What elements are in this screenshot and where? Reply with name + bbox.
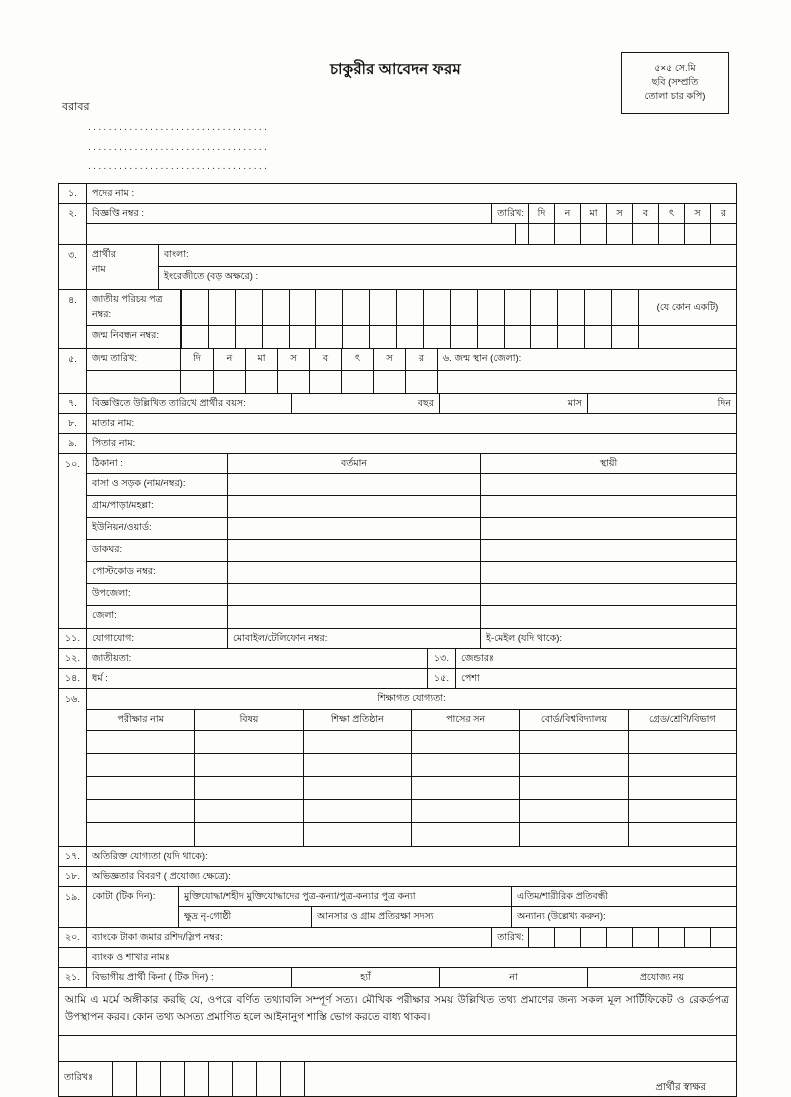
birth-registration-boxes[interactable] [181,326,638,348]
photo-placeholder-box [621,52,729,114]
quota-option-others[interactable]: অন্যান্য (উল্লেখ্য করুন): [517,911,606,922]
nid-box[interactable] [342,290,369,325]
circular-date-label: তারিখ: [497,208,524,219]
nid-box[interactable] [477,290,504,325]
age-years-field[interactable]: বছর [292,394,440,413]
circular-number-field[interactable]: বিজ্ঞপ্তি নম্বর : [92,208,145,219]
row-additional-qualification [59,847,736,867]
birth-date-input-0[interactable] [181,371,213,393]
birth-date-letter-7: র [405,349,437,370]
address-present-input[interactable] [228,606,481,628]
education-header-row [87,710,736,731]
row-nationality-gender [59,649,736,669]
date-letter-6: স [684,204,710,223]
departmental-na-option[interactable]: প্রযোজ্য নয় [639,972,685,983]
nid-box[interactable] [530,290,557,325]
birth-date-label: জন্ম তারিখ: [87,349,181,370]
row-address [59,454,736,629]
bank-date-box[interactable] [580,928,606,947]
row-number: ১৩. [428,649,456,668]
footer-date-box[interactable] [257,1062,281,1096]
education-cell[interactable] [194,777,302,799]
birth-date-letter-1: ন [213,349,245,370]
date-input-3[interactable] [606,224,632,244]
addressee-label: বরাবর [62,101,90,113]
nid-box[interactable] [584,290,611,325]
address-permanent-input[interactable] [481,496,736,517]
birth-reg-box[interactable] [504,326,531,348]
spacer-cell [59,1036,736,1061]
address-sub-label: উপজেলা: [87,584,228,605]
nid-label [87,290,181,325]
row-number: ১৪. [59,669,87,688]
date-input-4[interactable] [632,224,658,244]
birth-reg-box[interactable] [289,326,316,348]
footer-date-box[interactable] [161,1062,185,1096]
nid-box[interactable] [181,290,208,325]
departmental-yes-option[interactable]: হ্যাঁ [292,968,440,987]
bank-receipt-field[interactable]: ব্যাংকে টাকা জমার রশিদ/স্লিপ নম্বর: [87,928,492,947]
circular-date-blank-label [516,224,528,244]
birth-date-input-5[interactable] [341,371,373,393]
row-number: ৩. [59,245,87,289]
row-number: ২. [59,204,87,244]
address-sub-label: বাসা ও সড়ক (নাম/নম্বর): [87,474,228,495]
circular-number-spacer [87,224,515,244]
address-present-header: বর্তমান [228,454,481,473]
education-col-board: বোর্ড/বিশ্ববিদ্যালয় [519,710,627,730]
education-cell[interactable] [87,731,194,753]
birth-date-letter-2: মা [245,349,277,370]
date-letter-3: স [606,204,632,223]
nid-box[interactable] [315,290,342,325]
nid-box[interactable] [369,290,396,325]
row-nid-birth-registration [59,290,736,349]
age-label: বিজ্ঞপ্তিতে উল্লিখিত তারিখে প্রার্থীর বয়স: [87,394,292,413]
education-data-row[interactable] [87,777,736,800]
education-cell[interactable] [519,823,627,846]
bank-date-box[interactable] [606,928,632,947]
row-contact [59,629,736,649]
address-permanent-input[interactable] [481,474,736,495]
education-cell[interactable] [519,800,627,822]
date-input-1[interactable] [554,224,580,244]
address-sub-label: ডাকঘর: [87,540,228,561]
education-cell[interactable] [87,777,194,799]
address-block [87,454,736,628]
address-permanent-input[interactable] [481,584,736,605]
row-number: ১৬. [59,689,87,846]
education-cell[interactable] [519,754,627,776]
row-number: ২০. [59,928,87,947]
row-birth-date-place [59,349,736,394]
address-permanent-header: স্থায়ী [599,458,618,469]
row-number: ৭. [59,394,87,413]
footer-date-box[interactable] [281,1062,305,1096]
education-table [87,689,736,846]
footer-date-box[interactable] [233,1062,257,1096]
education-cell[interactable] [303,800,411,822]
birth-place-input[interactable] [437,371,736,393]
quota-option-orphan-disabled[interactable]: এতিম/শারীরিক প্রতিবন্ধী [517,891,609,902]
row-number: ৫. [59,349,87,393]
footer-date-block [59,1062,305,1096]
row-number: ১০. [59,454,87,628]
nid-label-line1: জাতীয় পরিচয় পত্র [92,294,163,305]
education-cell[interactable] [303,731,411,753]
row-circular-number [59,204,736,245]
footer-date-box[interactable] [185,1062,209,1096]
date-letter-4: ব [632,204,658,223]
nid-choice-note: (যে কোন একটি) [638,290,736,325]
education-data-row[interactable] [87,800,736,823]
row-spacer [59,1036,736,1062]
address-present-input[interactable] [228,562,481,583]
nid-box[interactable] [235,290,262,325]
birth-reg-box[interactable] [208,326,235,348]
education-cell[interactable] [194,754,302,776]
education-title: শিক্ষাগত যোগ্যতা: [87,689,736,710]
address-permanent-input[interactable] [481,606,736,628]
education-col-exam-name: পরীক্ষার নাম [117,714,164,725]
date-letter-1: ন [554,204,580,223]
birth-reg-box[interactable] [369,326,396,348]
address-present-input[interactable] [228,518,481,539]
gender-field[interactable]: জেন্ডারঃ [461,653,494,664]
quota-option-ansar-vdp[interactable]: আনসার ও গ্রাম প্রতিরক্ষা সদস্য [312,907,512,927]
nid-box[interactable] [289,290,316,325]
education-cell[interactable] [303,777,411,799]
bank-date-box[interactable] [684,928,710,947]
education-data-row[interactable] [87,731,736,754]
education-cell[interactable] [628,754,736,776]
birth-date-letters [181,349,437,370]
birth-reg-box[interactable] [450,326,477,348]
footer-date-box[interactable] [209,1062,233,1096]
row-number: ৮. [59,414,87,433]
education-cell[interactable] [411,777,519,799]
birth-reg-box[interactable] [262,326,289,348]
circular-date-input[interactable] [515,224,736,244]
departmental-no-option[interactable]: না [440,968,588,987]
birth-date-inputs[interactable] [181,371,437,393]
photo-line-1: ৫×৫ সে.মি [654,63,696,75]
contact-label: যোগাযোগ: [87,629,228,648]
row-quota [59,887,736,928]
education-cell[interactable] [87,800,194,822]
education-cell[interactable] [519,731,627,753]
education-cell[interactable] [628,800,736,822]
date-letter-2: মা [580,204,606,223]
applicant-name-english-field[interactable]: ইংরেজীতে (বড় অক্ষরে) : [164,271,259,282]
education-data-row[interactable] [87,823,736,846]
date-letter-5: ৎ [658,204,684,223]
birth-reg-box[interactable] [557,326,584,348]
birth-reg-box[interactable] [235,326,262,348]
address-sub-label: পোস্টকোড নম্বর: [87,562,228,583]
row-father-name [59,434,736,454]
birth-date-input-4[interactable] [309,371,341,393]
applicant-signature-label: প্রার্থীর স্বাক্ষর [655,1081,706,1093]
bank-date-box[interactable] [554,928,580,947]
email-field[interactable]: ই-মেইল (যদি থাকে): [486,633,563,644]
age-months-field[interactable]: মাস [440,394,588,413]
nid-number-boxes[interactable] [181,290,638,325]
mother-name-field[interactable]: মাতার নাম: [92,418,135,429]
nid-box[interactable] [504,290,531,325]
additional-qualification-field[interactable]: অতিরিক্ত যোগ্যতা (যদি থাকে): [92,851,208,862]
row-declaration [59,988,736,1036]
birth-date-letter-3: স [277,349,309,370]
row-mother-name [59,414,736,434]
nid-box[interactable] [611,290,638,325]
birth-reg-box[interactable] [342,326,369,348]
applicant-name-bangla-field[interactable]: বাংলা: [164,249,189,260]
birth-date-input-6[interactable] [373,371,405,393]
addressee-line-3[interactable]: ................................... [88,161,270,172]
birth-registration-label: জন্ম নিবন্ধন নম্বর: [87,326,181,348]
birth-reg-box[interactable] [611,326,638,348]
row-bank-receipt [59,928,736,948]
date-letter-0: দি [528,204,554,223]
row-number: ১৯. [59,887,87,927]
bank-date-box[interactable] [528,928,554,947]
birth-date-input-label [87,371,181,393]
footer-date-label: তারিখঃ [59,1062,113,1096]
row-experience [59,867,736,887]
birth-reg-box[interactable] [584,326,611,348]
date-input-0[interactable] [528,224,554,244]
occupation-field[interactable]: পেশা [461,673,480,684]
row-number: ১৫. [428,669,456,688]
father-name-field[interactable]: পিতার নাম: [92,438,136,449]
education-cell[interactable] [628,777,736,799]
education-cell[interactable] [411,823,519,846]
photo-line-2: ছবি (সম্প্রতি [651,77,699,89]
bank-date-box[interactable] [710,928,736,947]
applicant-name-label-line1: প্রার্থীর [92,249,116,260]
addressee-line-2[interactable]: ................................... [88,141,270,153]
education-col-subject: বিষয় [194,710,302,730]
education-col-pass-year: পাসের সন [411,710,519,730]
education-col-grade: গ্রেড/শ্রেণি/বিভাগ [628,710,736,730]
address-sub-label: গ্রাম/পাড়া/মহল্লা: [87,496,228,517]
date-letter-7: র [710,204,736,223]
birth-reg-note-spacer [638,326,736,348]
bank-date-box[interactable] [658,928,684,947]
date-input-6[interactable] [684,224,710,244]
education-cell[interactable] [87,754,194,776]
quota-option-freedom-fighter[interactable]: মুক্তিযোদ্ধা/শহীদ মুক্তিযোদ্ধাদের পুত্র-কন্যা/পুত্র-কন্যার পুত্র কন্যা [179,887,512,906]
birth-reg-box[interactable] [477,326,504,348]
footer-date-box[interactable] [113,1062,137,1096]
religion-field[interactable]: ধর্ম : [87,669,428,688]
bank-receipt-date-label: তারিখ: [497,932,524,943]
birth-date-input-7[interactable] [405,371,437,393]
bank-branch-field[interactable]: ব্যাংক ও শাখার নামঃ [92,952,170,963]
addressee-line-1[interactable]: ................................... [88,122,270,133]
bank-date-box[interactable] [632,928,658,947]
education-cell[interactable] [303,754,411,776]
education-cell[interactable] [411,731,519,753]
nid-box[interactable] [450,290,477,325]
row-number: ৪. [59,290,87,348]
birth-date-input-3[interactable] [277,371,309,393]
address-present-input[interactable] [228,584,481,605]
birth-reg-box[interactable] [181,326,208,348]
education-col-institution: শিক্ষা প্রতিষ্ঠান [303,710,411,730]
date-input-2[interactable] [580,224,606,244]
row-applicant-age [59,394,736,414]
education-cell[interactable] [194,800,302,822]
footer-date-box[interactable] [137,1062,161,1096]
nid-box[interactable] [557,290,584,325]
date-input-5[interactable] [658,224,684,244]
address-sub-label: জেলা: [87,606,228,628]
education-cell[interactable] [628,823,736,846]
row-post-name [59,184,736,204]
address-permanent-input[interactable] [481,540,736,561]
address-present-input[interactable] [228,474,481,495]
departmental-label: বিভাগীয় প্রার্থী কিনা ( টিক দিন) : [87,968,292,987]
birth-date-letter-5: ৎ [341,349,373,370]
birth-date-input-1[interactable] [213,371,245,393]
row-number: ১১. [59,629,87,648]
birth-place-number: ৬. [443,353,452,364]
row-signature [59,1062,736,1097]
nid-box[interactable] [208,290,235,325]
page-title: চাকুরীর আবেদন ফরম [330,61,461,78]
row-number: ১৮. [59,867,87,886]
education-data-row[interactable] [87,754,736,777]
address-sub-label: ইউনিয়ন/ওয়ার্ড: [87,518,228,539]
education-cell[interactable] [194,823,302,846]
nid-box[interactable] [262,290,289,325]
row-number-blank [59,948,87,967]
quota-label: কোটা (টিক দিন): [87,887,179,927]
birth-reg-box[interactable] [315,326,342,348]
quota-option-ethnic-minority[interactable]: ক্ষুদ্র নৃ-গোষ্ঠী [179,907,312,927]
row-number: ১৭. [59,847,87,866]
circular-date-header [491,204,736,223]
form-header [0,0,791,182]
mobile-phone-field[interactable]: মোবাইল/টেলিফোন নম্বর: [228,629,481,648]
experience-field[interactable]: অভিজ্ঞতার বিবরণ ( প্রযোজ্য ক্ষেত্রে): [92,871,231,882]
applicant-name-label-line2: নাম [92,264,106,275]
address-label: ঠিকানা : [87,454,228,473]
birth-place-label: জন্ম স্থান (জেলা): [454,353,522,364]
applicant-name-label [87,245,159,289]
education-cell[interactable] [87,823,194,846]
address-present-input[interactable] [228,540,481,561]
education-cell[interactable] [411,800,519,822]
addressee-lines [88,118,269,177]
row-number: ২১. [59,968,87,987]
row-bank-branch [59,948,736,968]
education-cell[interactable] [303,823,411,846]
birth-date-letter-0: দি [193,353,201,364]
post-name-field[interactable]: পদের নাম : [92,188,135,199]
education-cell[interactable] [194,731,302,753]
address-present-input[interactable] [228,496,481,517]
birth-reg-box[interactable] [396,326,423,348]
row-education [59,689,736,847]
education-cell[interactable] [519,777,627,799]
form-table [58,183,737,1097]
row-applicant-name [59,245,736,290]
nid-box[interactable] [396,290,423,325]
education-cell[interactable] [411,754,519,776]
nid-label-line2: নম্বর: [92,309,112,320]
row-number: ১. [59,184,87,203]
photo-line-3: তোলা চার কপি) [644,90,706,102]
row-number: ৯. [59,434,87,453]
declaration-text: আমি এ মর্মে অঙ্গীকার করছি যে, ওপরে বর্ণিত তথ্যাবলি সম্পূর্ণ সত্য। মৌখিক পরীক্ষার সময় উল্লিখিত তথ্য প্রমাণের জন্য সকল মূল সার্টিফিকেট ও রেকর্ডপত্র উপস্থাপন করব। কোন তথ্য অসত্য প্রমাণিত হলে আইনানুগ শাস্তি ভোগ করতে বাধ্য থাকব। [65,994,729,1024]
nid-box[interactable] [423,290,450,325]
row-number: ১২. [59,649,87,668]
birth-date-letter-4: ব [309,349,341,370]
row-departmental-candidate [59,968,736,988]
bank-receipt-date[interactable] [492,928,736,947]
row-religion-occupation [59,669,736,689]
birth-date-input-2[interactable] [245,371,277,393]
nationality-field[interactable]: জাতীয়তা: [87,649,428,668]
address-permanent-input[interactable] [481,562,736,583]
date-input-7[interactable] [710,224,736,244]
birth-reg-box[interactable] [530,326,557,348]
education-cell[interactable] [628,731,736,753]
birth-date-letter-6: স [373,349,405,370]
age-days-field[interactable]: দিন [717,398,731,409]
address-permanent-input[interactable] [481,518,736,539]
birth-reg-box[interactable] [423,326,450,348]
birth-place-field[interactable] [437,349,736,370]
